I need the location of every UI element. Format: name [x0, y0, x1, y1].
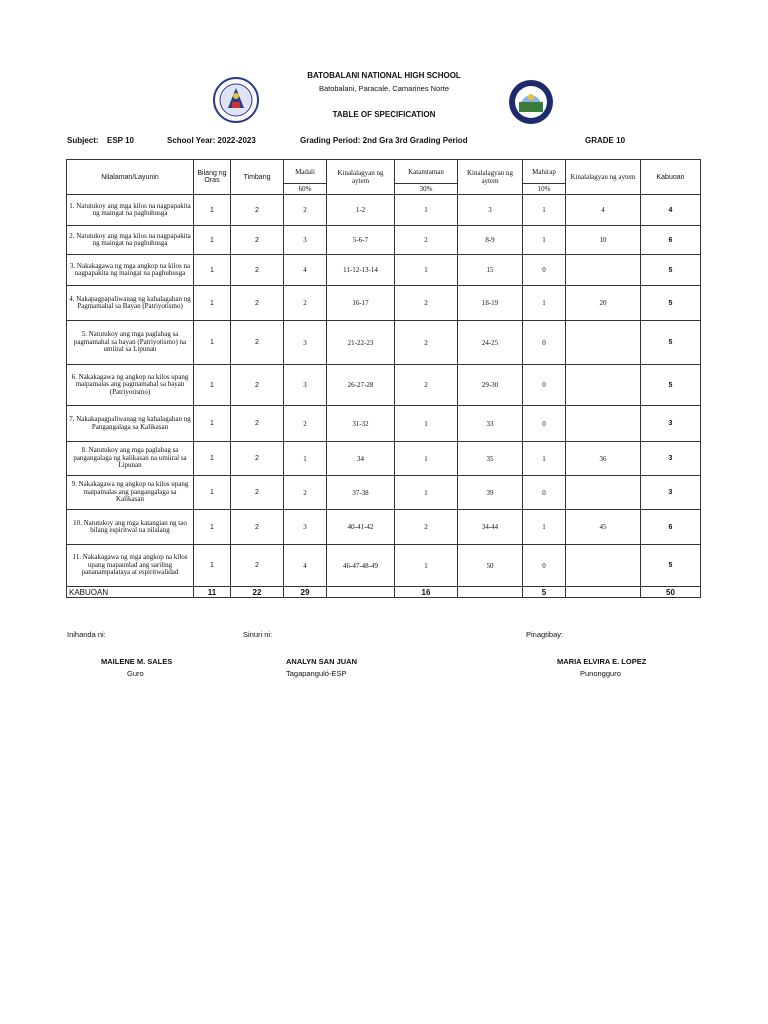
easy-items-cell: 16-17	[327, 286, 395, 321]
easy-items-cell: 34	[327, 442, 395, 476]
header-easy: Madali	[284, 160, 327, 184]
total-cell: 6	[641, 226, 701, 255]
specification-table	[66, 159, 701, 598]
easy-count-cell: 4	[284, 255, 327, 286]
weight-cell: 2	[231, 226, 284, 255]
totals-easy: 29	[284, 587, 327, 598]
average-items-cell: 18-19	[458, 286, 523, 321]
total-cell: 5	[641, 286, 701, 321]
difficult-items-cell: 20	[566, 286, 641, 321]
totals-average: 16	[395, 587, 458, 598]
objective-cell: 10. Natutukoy ang mga katangian ng tao bilang espiritwal na nilalang	[67, 510, 194, 545]
hours-cell: 1	[194, 286, 231, 321]
total-cell: 4	[641, 195, 701, 226]
difficult-count-cell: 0	[523, 365, 566, 406]
checked-by-label: Sinuri ni:	[243, 630, 273, 639]
easy-items-cell: 31-32	[327, 406, 395, 442]
weight-cell: 2	[231, 442, 284, 476]
easy-count-cell: 2	[284, 406, 327, 442]
header-total: Kabuoan	[641, 160, 701, 195]
average-items-cell: 39	[458, 476, 523, 510]
header-hours: Bilang ng Oras	[194, 160, 231, 195]
table-row	[67, 195, 701, 226]
easy-items-cell: 37-38	[327, 476, 395, 510]
approved-by-title: Punongguro	[580, 669, 621, 678]
totals-hours: 11	[194, 587, 231, 598]
total-cell: 5	[641, 545, 701, 587]
hours-cell: 1	[194, 226, 231, 255]
table-row	[67, 510, 701, 545]
totals-difficult-items	[566, 587, 641, 598]
hours-cell: 1	[194, 255, 231, 286]
difficult-items-cell: 4	[566, 195, 641, 226]
weight-cell: 2	[231, 365, 284, 406]
header-weight: Timbang	[231, 160, 284, 195]
average-count-cell: 2	[395, 321, 458, 365]
average-count-cell: 1	[395, 255, 458, 286]
objective-cell: 3. Nakakagawa ng mga angkop na kilos na nagpapakita ng maingat na paghuhusga	[67, 255, 194, 286]
objective-cell: 5. Natutukoy ang mga paglabag sa pagmamahal sa bayan (Patriyotismo) na umiiral sa Lipunan	[67, 321, 194, 365]
document-title: TABLE OF SPECIFICATION	[332, 110, 436, 119]
subject-label: Subject:	[67, 136, 99, 145]
school-year: School Year: 2022-2023	[167, 136, 256, 145]
total-cell: 5	[641, 321, 701, 365]
average-items-cell: 33	[458, 406, 523, 442]
checked-by-name: ANALYN SAN JUAN	[286, 657, 357, 666]
objective-cell: 11. Nakakagawa ng mga angkop na kilos upang mapaunlad ang sariling pananampalataya at espiritwalidad	[67, 545, 194, 587]
total-cell: 3	[641, 406, 701, 442]
difficult-items-cell: 45	[566, 510, 641, 545]
difficult-items-cell	[566, 406, 641, 442]
easy-count-cell: 3	[284, 365, 327, 406]
percent-average: 30%	[395, 184, 458, 195]
average-items-cell: 3	[458, 195, 523, 226]
totals-label: KABUOAN	[67, 587, 194, 598]
easy-count-cell: 1	[284, 442, 327, 476]
easy-count-cell: 3	[284, 226, 327, 255]
difficult-count-cell: 1	[523, 510, 566, 545]
hours-cell: 1	[194, 545, 231, 587]
difficult-count-cell: 0	[523, 476, 566, 510]
difficult-count-cell: 0	[523, 406, 566, 442]
total-cell: 3	[641, 476, 701, 510]
difficult-items-cell: 10	[566, 226, 641, 255]
approved-by-label: Pinagtibay:	[526, 630, 564, 639]
easy-items-cell: 26-27-28	[327, 365, 395, 406]
weight-cell: 2	[231, 255, 284, 286]
difficult-items-cell	[566, 255, 641, 286]
average-count-cell: 2	[395, 510, 458, 545]
hours-cell: 1	[194, 406, 231, 442]
table-row	[67, 321, 701, 365]
average-items-cell: 34-44	[458, 510, 523, 545]
totals-average-items	[458, 587, 523, 598]
average-count-cell: 2	[395, 286, 458, 321]
easy-count-cell: 3	[284, 510, 327, 545]
header-difficult: Mahirap	[523, 160, 566, 184]
weight-cell: 2	[231, 476, 284, 510]
subject-value: ESP 10	[107, 136, 134, 145]
average-items-cell: 24-25	[458, 321, 523, 365]
totals-row	[67, 587, 701, 598]
objective-cell: 9. Nakakagawa ng angkop na kilos upang maipamalas ang pangangalaga sa Kalikasan	[67, 476, 194, 510]
difficult-count-cell: 1	[523, 195, 566, 226]
average-count-cell: 1	[395, 406, 458, 442]
difficult-items-cell	[566, 545, 641, 587]
totals-easy-items	[327, 587, 395, 598]
objective-cell: 8. Natutukoy ang mga paglabag sa pangangalaga ng kalikasan na umiiral sa Lipunan	[67, 442, 194, 476]
header-easy-items: Kinalalagyan ng aytem	[327, 160, 395, 195]
average-count-cell: 2	[395, 226, 458, 255]
table-row	[67, 545, 701, 587]
prepared-by-title: Guro	[127, 669, 144, 678]
approved-by-name: MARIA ELVIRA E. LOPEZ	[557, 657, 647, 666]
easy-items-cell: 46-47-48-49	[327, 545, 395, 587]
weight-cell: 2	[231, 286, 284, 321]
totals-weight: 22	[231, 587, 284, 598]
grade-level: GRADE 10	[585, 136, 626, 145]
difficult-items-cell	[566, 476, 641, 510]
easy-items-cell: 21-22-23	[327, 321, 395, 365]
school-address: Batobalani, Paracale, Camarines Norte	[318, 84, 450, 93]
prepared-by-name: MAILENE M. SALES	[101, 657, 173, 666]
totals-grand: 50	[641, 587, 701, 598]
difficult-count-cell: 0	[523, 321, 566, 365]
easy-count-cell: 2	[284, 286, 327, 321]
easy-count-cell: 3	[284, 321, 327, 365]
header-average-items: Kinalalagyan ng aytem	[458, 160, 523, 195]
average-count-cell: 1	[395, 442, 458, 476]
difficult-items-cell	[566, 321, 641, 365]
table-row	[67, 476, 701, 510]
weight-cell: 2	[231, 510, 284, 545]
average-items-cell: 8-9	[458, 226, 523, 255]
hours-cell: 1	[194, 476, 231, 510]
school-name: BATOBALANI NATIONAL HIGH SCHOOL	[307, 71, 461, 80]
header-average: Katamtaman	[395, 160, 458, 184]
checked-by-title: Tagapanguló-ESP	[286, 669, 347, 678]
hours-cell: 1	[194, 442, 231, 476]
difficult-count-cell: 1	[523, 442, 566, 476]
easy-count-cell: 4	[284, 545, 327, 587]
weight-cell: 2	[231, 195, 284, 226]
table-row	[67, 442, 701, 476]
hours-cell: 1	[194, 365, 231, 406]
easy-items-cell: 1-2	[327, 195, 395, 226]
total-cell: 3	[641, 442, 701, 476]
total-cell: 6	[641, 510, 701, 545]
average-items-cell: 15	[458, 255, 523, 286]
prepared-by-label: Inihanda ni:	[67, 630, 106, 639]
table-row	[67, 365, 701, 406]
average-count-cell: 1	[395, 545, 458, 587]
grading-period: Grading Period: 2nd Gra 3rd Grading Period	[300, 136, 468, 145]
difficult-count-cell: 0	[523, 545, 566, 587]
difficult-count-cell: 1	[523, 286, 566, 321]
table-row	[67, 286, 701, 321]
easy-items-cell: 40-41-42	[327, 510, 395, 545]
table-row	[67, 255, 701, 286]
hours-cell: 1	[194, 510, 231, 545]
average-items-cell: 29-30	[458, 365, 523, 406]
weight-cell: 2	[231, 406, 284, 442]
percent-difficult: 10%	[523, 184, 566, 195]
average-items-cell: 50	[458, 545, 523, 587]
average-count-cell: 2	[395, 365, 458, 406]
weight-cell: 2	[231, 321, 284, 365]
easy-items-cell: 11-12-13-14	[327, 255, 395, 286]
total-cell: 5	[641, 255, 701, 286]
header-objectives: Nilalaman/Layunin	[67, 160, 194, 195]
easy-count-cell: 2	[284, 476, 327, 510]
hours-cell: 1	[194, 195, 231, 226]
table-row	[67, 406, 701, 442]
weight-cell: 2	[231, 545, 284, 587]
totals-difficult: 5	[523, 587, 566, 598]
average-count-cell: 1	[395, 476, 458, 510]
average-count-cell: 1	[395, 195, 458, 226]
average-items-cell: 35	[458, 442, 523, 476]
objective-cell: 2. Natutukoy ang mga kilos na nagpapakita ng maingat na paghuhusga	[67, 226, 194, 255]
total-cell: 5	[641, 365, 701, 406]
objective-cell: 6. Nakakagawa ng angkop na kilos upang maipamalas ang pagmamahal sa bayan (Patriyotismo)	[67, 365, 194, 406]
easy-count-cell: 2	[284, 195, 327, 226]
hours-cell: 1	[194, 321, 231, 365]
difficult-items-cell	[566, 365, 641, 406]
difficult-items-cell: 36	[566, 442, 641, 476]
objective-cell: 1. Natutukoy ang mga kilos na nagpapakita ng maingat na paghuhusga	[67, 195, 194, 226]
difficult-count-cell: 0	[523, 255, 566, 286]
objective-cell: 4. Nakapagpapaliwanag ng kahalagahan ng Pagmamahal sa Bayan (Patriyotismo)	[67, 286, 194, 321]
objective-cell: 7. Nakakapagpaliwanag ng kahalagahan ng Pangangalaga sa Kalikasan	[67, 406, 194, 442]
table-row	[67, 226, 701, 255]
easy-items-cell: 5-6-7	[327, 226, 395, 255]
percent-easy: 60%	[284, 184, 327, 195]
header-difficult-items: Kinalalagyan ng aytem	[566, 160, 641, 195]
difficult-count-cell: 1	[523, 226, 566, 255]
